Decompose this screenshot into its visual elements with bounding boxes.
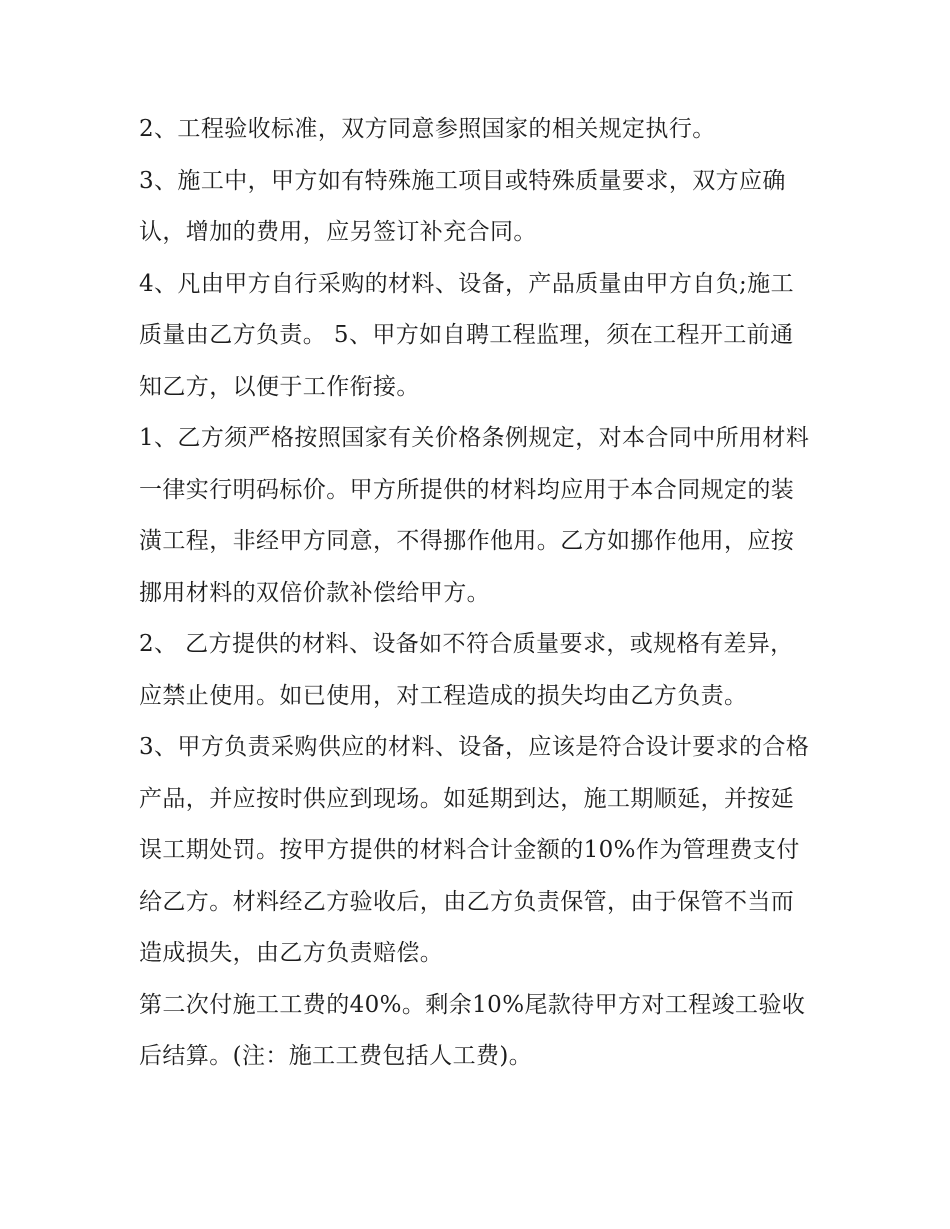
paragraph-pricing-rules: 1、乙方须严格按照国家有关价格条例规定，对本合同中所用材料一律实行明码标价。甲方所提供的材料均应用于本合同规定的装潢工程，非经甲方同意，不得挪作他用。乙方如挪作他用，应按挪用材料的双倍价款补偿给甲方。 bbox=[139, 425, 810, 606]
paragraph-acceptance-standard: 2、工程验收标准，双方同意参照国家的相关规定执行。 bbox=[139, 116, 716, 142]
paragraph-nonconforming-materials: 2、 乙方提供的材料、设备如不符合质量要求，或规格有差异，应禁止使用。如已使用，对工程造成的损失均由乙方负责。 bbox=[139, 631, 794, 709]
document-body bbox=[139, 104, 814, 1083]
paragraph-procurement-supply: 3、甲方负责采购供应的材料、设备，应该是符合设计要求的合格产品，并应按时供应到现场。如延期到达，施工期顺延，并按延误工期处罚。按甲方提供的材料合计金额的10%作为管理费支付给乙方。材料经乙方验收后，由乙方负责保管，由于保管不当而造成损失，由乙方负责赔偿。 bbox=[139, 734, 810, 966]
paragraph-payment-terms: 第二次付施工工费的40%。剩余10%尾款待甲方对工程竣工验收后结算。(注：施工工费包括人工费)。 bbox=[139, 991, 806, 1069]
paragraph-special-requirements: 3、施工中，甲方如有特殊施工项目或特殊质量要求，双方应确认，增加的费用，应另签订补充合同。 bbox=[139, 167, 786, 245]
paragraph-material-quality: 4、凡由甲方自行采购的材料、设备，产品质量由甲方自负;施工质量由乙方负责。 5、甲方如自聘工程监理，须在工程开工前通知乙方，以便于工作衔接。 bbox=[139, 270, 794, 400]
